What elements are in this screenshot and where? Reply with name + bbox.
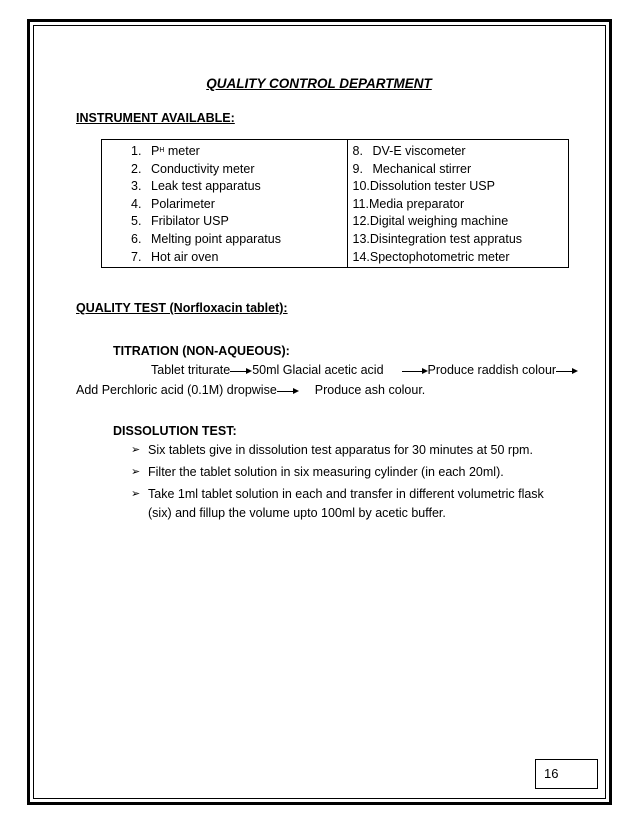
arrow-bullet-icon: ➢ bbox=[131, 444, 141, 456]
instrument-item: 12. Digital weighing machine bbox=[353, 213, 569, 231]
instrument-item: 6. Melting point apparatus bbox=[131, 231, 347, 249]
instrument-item: 13. Disintegration test appratus bbox=[353, 231, 569, 249]
instrument-item: 5. Fribilator USP bbox=[131, 213, 347, 231]
instrument-heading: INSTRUMENT AVAILABLE: bbox=[76, 111, 235, 125]
instrument-label: DV-E viscometer bbox=[372, 144, 466, 158]
instrument-label: Melting point apparatus bbox=[151, 231, 281, 246]
arrow-right-icon bbox=[230, 366, 252, 376]
instrument-column-left bbox=[102, 140, 348, 267]
arrow-right-icon bbox=[384, 366, 428, 376]
instrument-item: 10. Dissolution tester USP bbox=[353, 178, 569, 196]
instrument-label: Digital weighing machine bbox=[369, 214, 509, 229]
dissolution-heading: DISSOLUTION TEST: bbox=[113, 424, 237, 438]
instrument-item: 8. DV-E viscometer bbox=[353, 143, 569, 161]
instrument-label: Mechanical stirrer bbox=[372, 161, 472, 176]
instrument-label: Polarimeter bbox=[151, 196, 215, 211]
titration-line-2: Add Perchloric acid (0.1M) dropwise Produce ash colour. bbox=[76, 383, 426, 397]
arrow-bullet-icon: ➢ bbox=[131, 488, 141, 500]
arrow-bullet-icon: ➢ bbox=[131, 466, 141, 478]
arrow-right-icon bbox=[277, 386, 299, 396]
quality-test-heading: QUALITY TEST (Norfloxacin tablet): bbox=[76, 301, 288, 315]
instrument-item: 4. Polarimeter bbox=[131, 196, 347, 214]
page-title: QUALITY CONTROL DEPARTMENT bbox=[206, 76, 432, 91]
instrument-item: 9. Mechanical stirrer bbox=[353, 161, 569, 179]
arrow-right-icon bbox=[556, 366, 578, 376]
instrument-label: Spectophotometric meter bbox=[369, 249, 510, 264]
instrument-label: Leak test apparatus bbox=[151, 179, 261, 194]
instrument-item: 2. Conductivity meter bbox=[131, 161, 347, 179]
instrument-label: Disintegration test appratus bbox=[369, 231, 523, 246]
instrument-label: Conductivity meter bbox=[151, 161, 255, 176]
instrument-table bbox=[101, 139, 569, 268]
page-number: 16 bbox=[535, 759, 598, 789]
list-item: ➢ Take 1ml tablet solution in each and transfer in different volumetric flask (six) and fillup the volume upto 100ml by acetic buffer. bbox=[131, 485, 561, 523]
instrument-item: 3. Leak test apparatus bbox=[131, 178, 347, 196]
instrument-item: 1. $P^H$ meter bbox=[131, 143, 347, 161]
titration-heading: TITRATION (NON-AQUEOUS): bbox=[113, 344, 290, 358]
titration-line-1: Tablet triturate 50ml Glacial acetic acid Produce raddish colour bbox=[151, 361, 578, 379]
list-item: ➢ Filter the tablet solution in six measuring cylinder (in each 20ml). bbox=[131, 463, 561, 482]
instrument-label: Hot air oven bbox=[151, 249, 219, 264]
instrument-label: Media preparator bbox=[368, 196, 465, 211]
instrument-label: Fribilator USP bbox=[151, 214, 229, 229]
instrument-label: Dissolution tester USP bbox=[369, 179, 495, 194]
instrument-column-right bbox=[348, 140, 569, 267]
instrument-item: 11. Media preparator bbox=[353, 196, 569, 214]
instrument-item: 7. Hot air oven bbox=[131, 249, 347, 267]
instrument-label: $P^H$ meter bbox=[151, 144, 200, 158]
instrument-item: 14. Spectophotometric meter bbox=[353, 249, 569, 267]
list-item: ➢ Six tablets give in dissolution test apparatus for 30 minutes at 50 rpm. bbox=[131, 441, 561, 460]
dissolution-list bbox=[131, 441, 561, 526]
